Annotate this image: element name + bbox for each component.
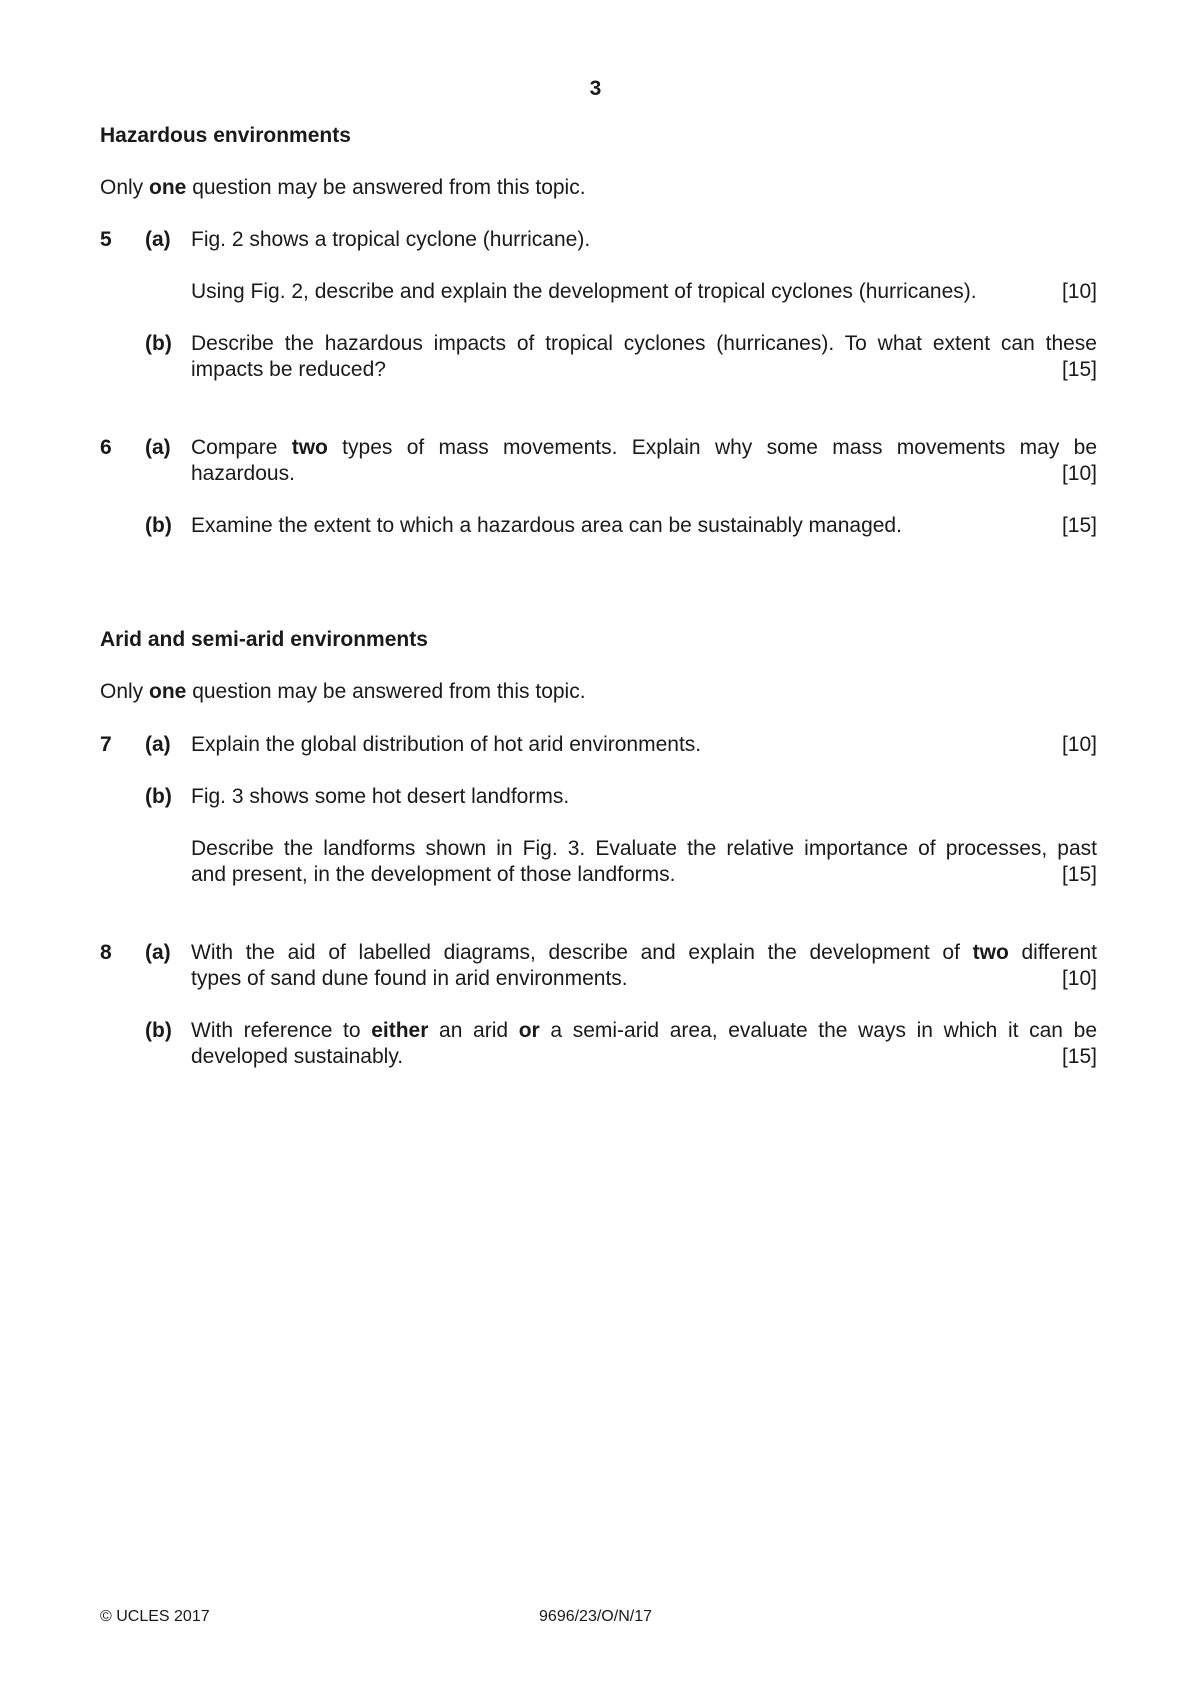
question-number-6: 6: [100, 436, 112, 459]
part-label-5a: (a): [145, 228, 171, 251]
question-6b-text: [191, 513, 1097, 539]
question-5b-line1: Describe the hazardous impacts of tropical cyclones (hurricanes). To what extent can these: [191, 332, 1097, 355]
question-number-5: 5: [100, 228, 112, 251]
text-run: types of mass movements. Explain why some mass movements may be: [327, 436, 1098, 459]
marks-5b: [15]: [1061, 358, 1097, 381]
instruction-emphasis: one: [149, 176, 187, 199]
question-number-7: 7: [100, 733, 112, 756]
part-label-8a: (a): [145, 941, 171, 964]
marks-8a: [10]: [1061, 967, 1097, 990]
text-run: a semi-arid area, evaluate the ways in which it can be: [539, 1019, 1097, 1042]
question-5a-line2: Using Fig. 2, describe and explain the development of tropical cyclones (hurricanes).: [191, 280, 977, 303]
question-5a-text: [191, 279, 1097, 305]
text-run: With reference to: [191, 1019, 372, 1042]
marks-5a: [10]: [1061, 280, 1097, 303]
question-6a-line1: [191, 435, 1097, 461]
text-run: Compare: [191, 436, 292, 459]
text-run: different: [1008, 941, 1097, 964]
part-label-5b: (b): [145, 332, 172, 355]
question-7b-line2: Describe the landforms shown in Fig. 3. Evaluate the relative importance of processes, past: [191, 837, 1097, 860]
instruction-emphasis: one: [149, 680, 187, 703]
part-label-7a: (a): [145, 733, 171, 756]
section-instruction: [100, 175, 586, 201]
question-6a-line2: hazardous.: [191, 462, 295, 485]
question-7b-text: [191, 836, 1097, 888]
instruction-text: Only: [100, 680, 150, 703]
question-7a-text: [191, 732, 1097, 758]
footer-paper-code: 9696/23/O/N/17: [539, 1608, 652, 1625]
marks-6a: [10]: [1061, 462, 1097, 485]
part-label-8b: (b): [145, 1019, 172, 1042]
marks-7b: [15]: [1061, 863, 1097, 886]
section-heading-hazardous: Hazardous environments: [100, 124, 351, 147]
instruction-text: question may be answered from this topic.: [186, 680, 586, 703]
question-5b-line2: impacts be reduced?: [191, 358, 386, 381]
part-label-6a: (a): [145, 436, 171, 459]
instruction-text: Only: [100, 176, 150, 199]
emphasis: or: [518, 1019, 540, 1042]
instruction-text: question may be answered from this topic.: [186, 176, 586, 199]
question-6a-text: [191, 435, 1097, 487]
question-8b-text: [191, 1018, 1097, 1070]
emphasis: two: [972, 941, 1009, 964]
question-8b-line1: [191, 1018, 1097, 1044]
text-run: an arid: [428, 1019, 519, 1042]
marks-8b: [15]: [1061, 1045, 1097, 1068]
question-8b-line2: developed sustainably.: [191, 1045, 404, 1068]
part-label-6b: (b): [145, 514, 172, 537]
question-7b-line3: and present, in the development of those landforms.: [191, 863, 676, 886]
question-5b-text: [191, 331, 1097, 383]
page-number: 3: [589, 77, 602, 100]
question-8a-line1: [191, 940, 1097, 966]
section-heading-arid: Arid and semi-arid environments: [100, 628, 428, 651]
part-label-7b: (b): [145, 785, 172, 808]
question-7b-line1: Fig. 3 shows some hot desert landforms.: [191, 785, 570, 808]
footer-copyright: © UCLES 2017: [100, 1608, 210, 1625]
section-instruction: [100, 679, 586, 705]
question-5a-line1: Fig. 2 shows a tropical cyclone (hurricane).: [191, 228, 591, 251]
question-7a-line1: Explain the global distribution of hot arid environments.: [191, 733, 702, 756]
marks-7a: [10]: [1061, 733, 1097, 756]
emphasis: either: [371, 1019, 429, 1042]
question-8a-line2: types of sand dune found in arid environments.: [191, 967, 628, 990]
question-number-8: 8: [100, 941, 112, 964]
question-6b-line1: Examine the extent to which a hazardous area can be sustainably managed.: [191, 514, 902, 537]
marks-6b: [15]: [1061, 514, 1097, 537]
emphasis: two: [291, 436, 328, 459]
text-run: With the aid of labelled diagrams, describe and explain the development of: [191, 941, 973, 964]
question-8a-text: [191, 940, 1097, 992]
